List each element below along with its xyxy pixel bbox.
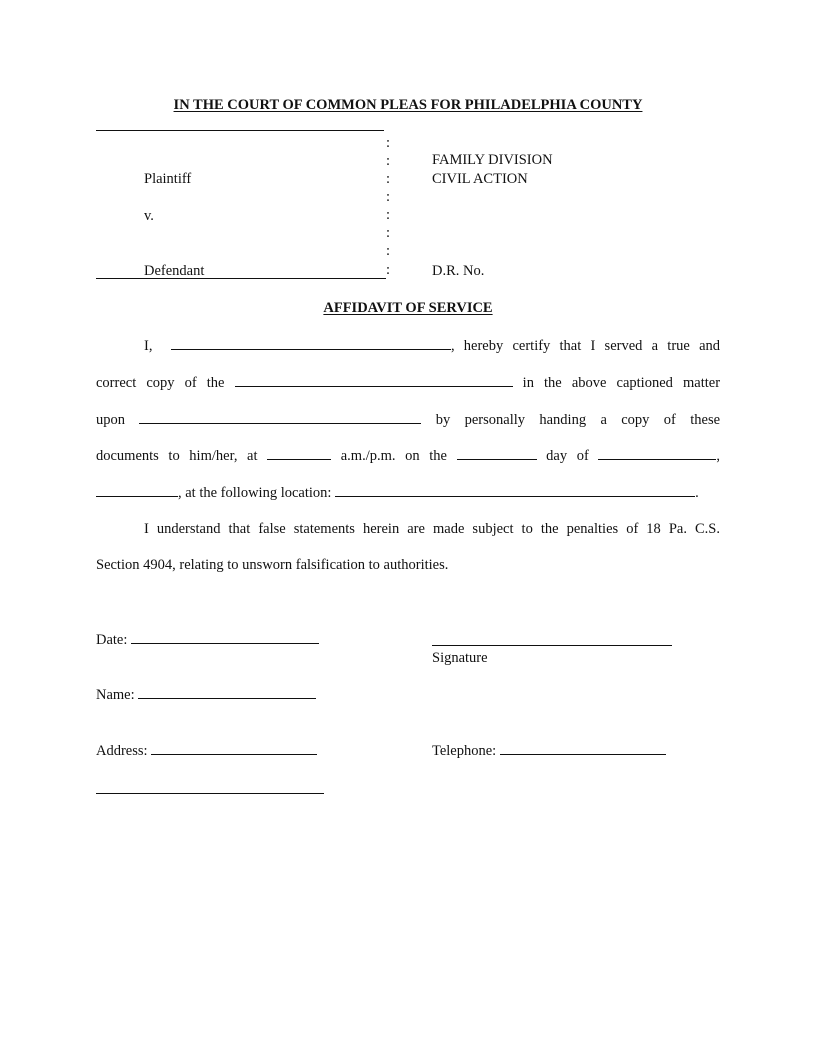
- defendant-rule: [96, 278, 386, 279]
- caption-colon: :: [385, 171, 391, 187]
- name-label: Name:: [96, 687, 135, 703]
- date-blank[interactable]: [131, 630, 319, 644]
- plaintiff-label: Plaintiff: [144, 171, 192, 187]
- body-text: I understand that false statements herein are made subject to the penalties of 18 Pa. C.S.: [144, 521, 720, 537]
- body-text: , hereby certify that I served a true and: [450, 338, 721, 354]
- location-blank[interactable]: [335, 483, 695, 497]
- body-text: day of: [546, 448, 589, 464]
- name-field: [96, 685, 316, 704]
- affidavit-title: AFFIDAVIT OF SERVICE: [323, 300, 493, 316]
- month-blank[interactable]: [598, 446, 716, 460]
- address-line-2[interactable]: [96, 793, 324, 794]
- caption-top-rule: [96, 130, 384, 131]
- caption-colon: :: [385, 153, 391, 169]
- body-text: I,: [144, 338, 153, 354]
- address-blank[interactable]: [151, 741, 317, 755]
- body-text: upon: [96, 412, 125, 428]
- body-line-4: [96, 446, 720, 464]
- body-text: , at the following location:: [178, 485, 332, 501]
- time-blank[interactable]: [267, 446, 331, 460]
- caption-colon: :: [385, 189, 391, 205]
- telephone-label: Telephone:: [432, 743, 497, 759]
- body-text: in the above captioned matter: [522, 375, 721, 391]
- day-blank[interactable]: [457, 446, 537, 460]
- caption-colon: :: [385, 262, 391, 278]
- telephone-field: [432, 741, 666, 760]
- body-line-2: [96, 373, 720, 391]
- court-title: IN THE COURT OF COMMON PLEAS FOR PHILADELPHIA COUNTY: [173, 97, 643, 113]
- server-name-blank[interactable]: [171, 336, 451, 350]
- body-line-1: [96, 336, 720, 354]
- caption-colon: :: [385, 243, 391, 259]
- defendant-label: Defendant: [144, 263, 205, 279]
- body-text: by personally handing a copy of these: [435, 412, 721, 428]
- date-label: Date:: [96, 632, 128, 648]
- telephone-blank[interactable]: [500, 741, 666, 755]
- versus-label: v.: [144, 208, 154, 224]
- docket-label: D.R. No.: [432, 263, 485, 279]
- served-party-blank[interactable]: [139, 410, 421, 424]
- address-field: [96, 741, 317, 760]
- caption-colon: :: [385, 225, 391, 241]
- signature-line[interactable]: [432, 645, 672, 646]
- caption-colon: :: [385, 207, 391, 223]
- action-label: CIVIL ACTION: [432, 171, 528, 187]
- body-text: ,: [716, 448, 721, 464]
- document-blank[interactable]: [235, 373, 513, 387]
- address-label: Address:: [96, 743, 148, 759]
- body-text: documents to him/her, at: [96, 448, 258, 464]
- body-text: a.m./p.m. on the: [340, 448, 447, 464]
- body-line-6: [96, 520, 720, 538]
- division-label: FAMILY DIVISION: [432, 152, 553, 168]
- signature-label: Signature: [432, 650, 488, 666]
- body-text: .: [695, 485, 699, 501]
- caption-colon: :: [385, 135, 391, 151]
- body-line-7: Section 4904, relating to unsworn falsification to authorities.: [96, 557, 449, 573]
- body-line-3: [96, 410, 720, 428]
- year-blank[interactable]: [96, 483, 178, 497]
- name-blank[interactable]: [138, 685, 316, 699]
- date-field: [96, 630, 319, 649]
- body-text: correct copy of the: [96, 375, 225, 391]
- body-line-5: [96, 483, 699, 502]
